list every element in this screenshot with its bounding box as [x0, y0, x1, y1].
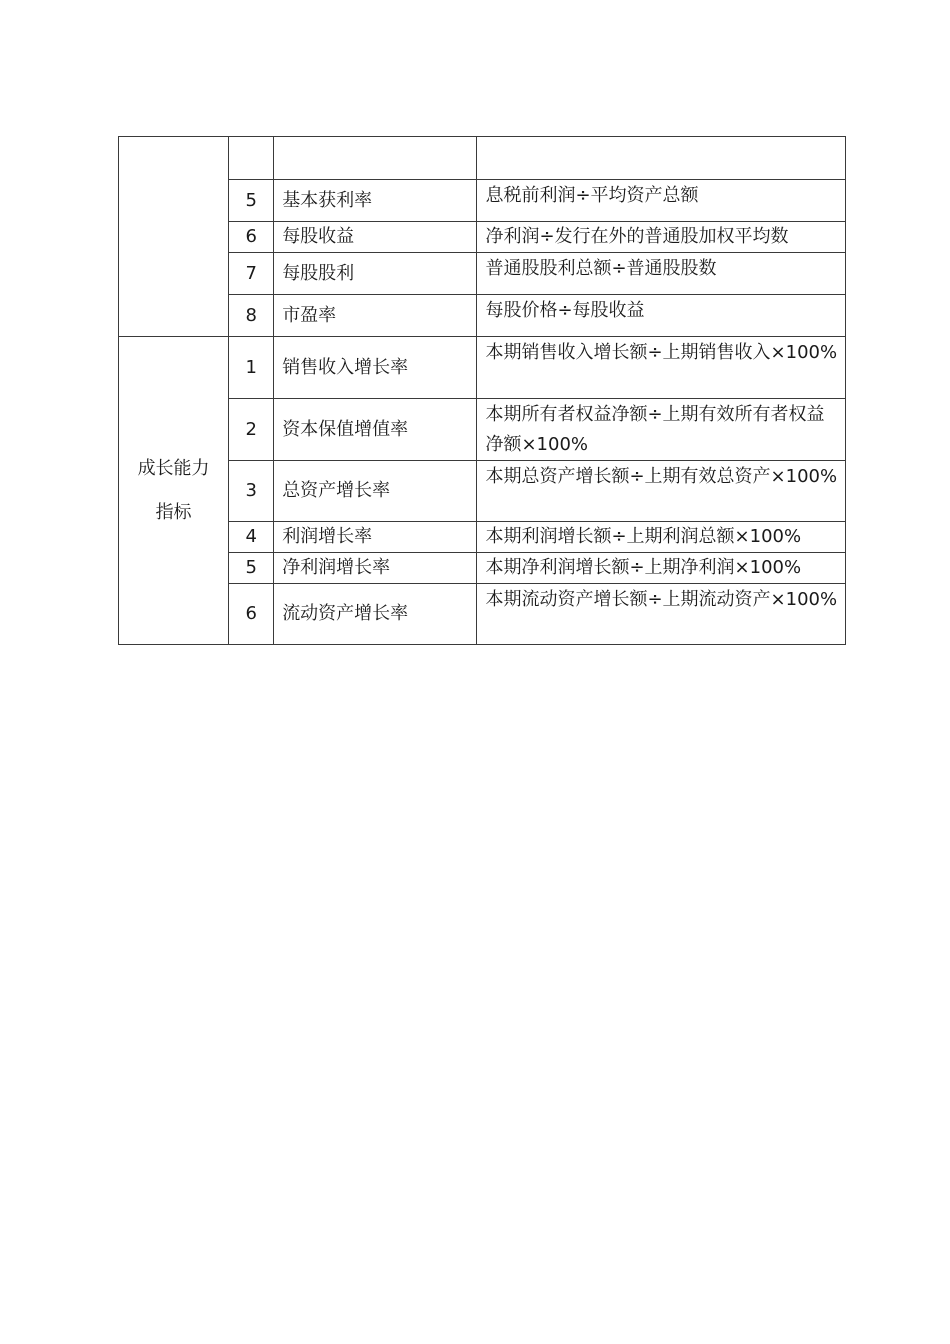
indicator-formula: 本期流动资产增长额÷上期流动资产×100%	[477, 584, 846, 645]
indicator-name: 净利润增长率	[274, 553, 477, 584]
row-number	[229, 137, 274, 180]
row-number: 5	[229, 180, 274, 222]
indicator-formula: 本期销售收入增长额÷上期销售收入×100%	[477, 337, 846, 399]
indicator-formula: 息税前利润÷平均资产总额	[477, 180, 846, 222]
row-number: 6	[229, 222, 274, 253]
row-number: 8	[229, 295, 274, 337]
table-row	[119, 337, 846, 399]
row-number: 3	[229, 461, 274, 522]
row-number: 2	[229, 399, 274, 461]
indicator-formula: 每股价格÷每股收益	[477, 295, 846, 337]
indicator-formula: 净利润÷发行在外的普通股加权平均数	[477, 222, 846, 253]
indicator-formula: 本期总资产增长额÷上期有效总资产×100%	[477, 461, 846, 522]
indicator-name: 基本获利率	[274, 180, 477, 222]
indicator-name: 销售收入增长率	[274, 337, 477, 399]
indicator-name	[274, 137, 477, 180]
indicator-formula: 本期利润增长额÷上期利润总额×100%	[477, 522, 846, 553]
indicator-name: 流动资产增长率	[274, 584, 477, 645]
indicator-name: 每股股利	[274, 253, 477, 295]
row-number: 5	[229, 553, 274, 584]
indicator-name: 每股收益	[274, 222, 477, 253]
indicator-name: 资本保值增值率	[274, 399, 477, 461]
table-row	[119, 137, 846, 180]
category-label-line-2: 指标	[155, 501, 192, 523]
indicator-table	[118, 136, 846, 645]
category-label-line-1: 成长能力	[137, 457, 210, 479]
row-number: 6	[229, 584, 274, 645]
indicator-name: 市盈率	[274, 295, 477, 337]
indicator-formula	[477, 137, 846, 180]
category-cell-growth	[119, 337, 229, 645]
row-number: 1	[229, 337, 274, 399]
indicator-formula: 本期所有者权益净额÷上期有效所有者权益净额×100%	[477, 399, 846, 461]
row-number: 4	[229, 522, 274, 553]
indicator-formula: 本期净利润增长额÷上期净利润×100%	[477, 553, 846, 584]
category-cell-empty	[119, 137, 229, 337]
row-number: 7	[229, 253, 274, 295]
indicator-formula: 普通股股利总额÷普通股股数	[477, 253, 846, 295]
indicator-name: 利润增长率	[274, 522, 477, 553]
indicator-name: 总资产增长率	[274, 461, 477, 522]
